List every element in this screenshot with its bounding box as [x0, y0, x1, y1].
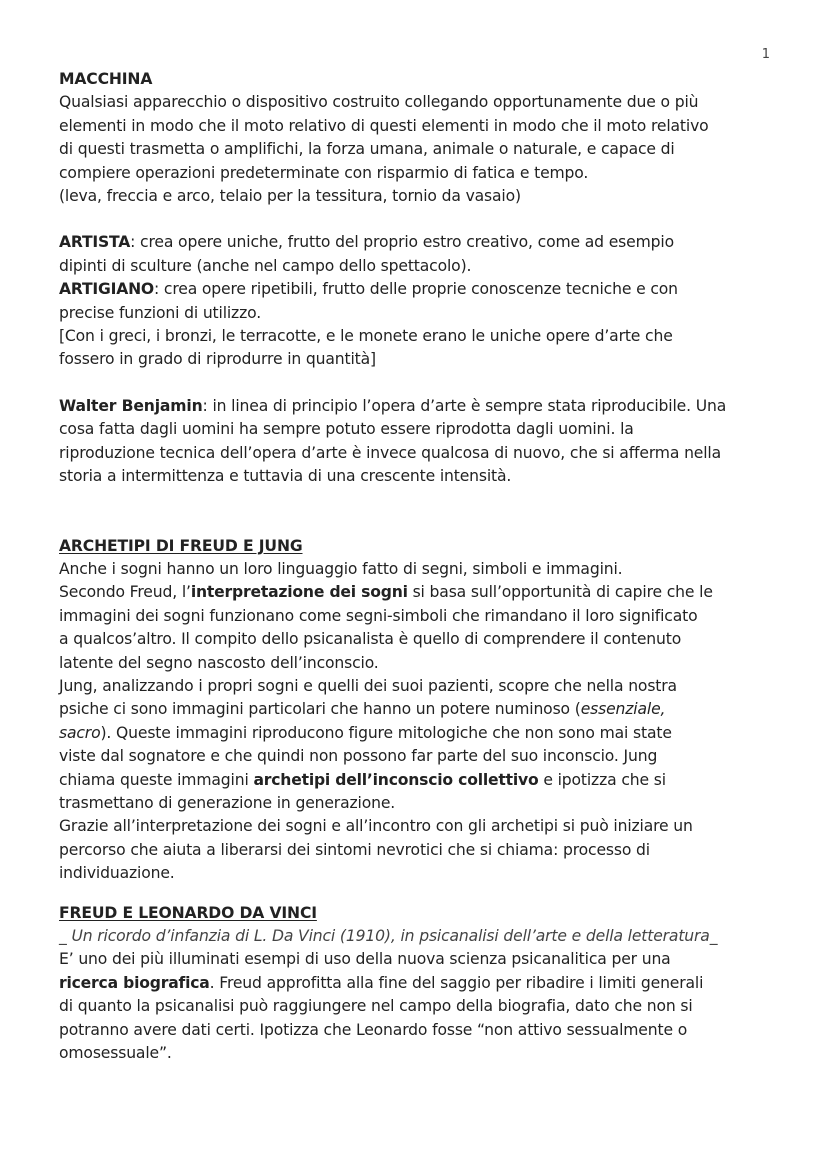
archetipi-line: Secondo Freud, l’interpretazione dei sogni si basa sull’opportunità di capire che le — [59, 583, 713, 602]
freud-leonardo-line: potranno avere dati certi. Ipotizza che Leonardo fosse “non attivo sessualmente o — [59, 1020, 688, 1039]
artista-term: ARTISTA — [59, 233, 131, 252]
section-macchina — [59, 68, 771, 208]
freud-leonardo-line: ricerca biografica. Freud approfitta alla fine del saggio per ribadire i limiti generali — [59, 973, 704, 992]
freud-leonardo-heading: FREUD E LEONARDO DA VINCI — [59, 903, 317, 922]
section-archetipi — [59, 535, 771, 886]
benjamin-line: cosa fatta dagli uomini ha sempre potuto essere riprodotta dagli uomini. la — [59, 420, 634, 439]
section-freud-leonardo — [59, 902, 771, 1066]
interpretazione-dei-sogni: interpretazione dei sogni — [190, 583, 408, 602]
archetipi-line: percorso che aiuta a liberarsi dei sintomi nevrotici che si chiama: processo di — [59, 840, 650, 859]
artigiano-line: precise funzioni di utilizzo. — [59, 303, 262, 322]
artigiano-line: ARTIGIANO: crea opere ripetibili, frutto delle proprie conoscenze tecniche e con — [59, 280, 678, 299]
archetipi-line: sacro). Queste immagini riproducono figure mitologiche che non sono mai state — [59, 723, 672, 742]
archetipi-inconscio-collettivo: archetipi dell’inconscio collettivo — [253, 770, 539, 789]
section-benjamin — [59, 395, 771, 489]
artigiano-line: [Con i greci, i bronzi, le terracotte, e le monete erano le uniche opere d’arte che — [59, 327, 673, 346]
archetipi-line: trasmettano di generazione in generazione. — [59, 793, 396, 812]
archetipi-line: latente del segno nascosto dell’inconscio. — [59, 653, 379, 672]
benjamin-line: riproduzione tecnica dell’opera d’arte è invece qualcosa di nuovo, che si afferma nella — [59, 443, 722, 462]
artista-line: ARTISTA: crea opere uniche, frutto del proprio estro creativo, come ad esempio — [59, 233, 674, 252]
artigiano-line: fossero in grado di riprodurre in quantità] — [59, 350, 376, 369]
archetipi-line: Anche i sogni hanno un loro linguaggio fatto di segni, simboli e immagini. — [59, 559, 623, 578]
benjamin-line: storia a intermittenza e tuttavia di una crescente intensità. — [59, 467, 512, 486]
artista-line: dipinti di sculture (anche nel campo dello spettacolo). — [59, 256, 472, 275]
benjamin-name: Walter Benjamin — [59, 396, 203, 415]
freud-leonardo-line: E’ uno dei più illuminati esempi di uso della nuova scienza psicanalitica per una — [59, 950, 671, 969]
archetipi-line: Jung, analizzando i propri sogni e quelli dei suoi pazienti, scopre che nella nostra — [59, 676, 677, 695]
freud-leonardo-line: di quanto la psicanalisi può raggiungere nel campo della biografia, dato che non si — [59, 997, 693, 1016]
archetipi-line: viste dal sognatore e che quindi non possono far parte del suo inconscio. Jung — [59, 747, 658, 766]
archetipi-line: immagini dei sogni funzionano come segni-simboli che rimandano il loro significato — [59, 606, 698, 625]
freud-leonardo-subtitle: _ Un ricordo d’infanzia di L. Da Vinci (1910), in psicanalisi dell’arte e della letteratura_ — [59, 927, 718, 945]
macchina-line: Qualsiasi apparecchio o dispositivo costruito collegando opportunamente due o più — [59, 93, 699, 112]
macchina-line: (leva, freccia e arco, telaio per la tessitura, tornio da vasaio) — [59, 187, 521, 206]
archetipi-line: Grazie all’interpretazione dei sogni e all’incontro con gli archetipi si può iniziare un — [59, 817, 693, 836]
benjamin-line: Walter Benjamin: in linea di principio l’opera d’arte è sempre stata riproducibile. Una — [59, 396, 727, 415]
archetipi-line: individuazione. — [59, 864, 175, 883]
artigiano-term: ARTIGIANO — [59, 280, 154, 299]
archetipi-line: chiama queste immagini archetipi dell’inconscio collettivo e ipotizza che si — [59, 770, 666, 789]
document-page — [59, 68, 771, 1065]
archetipi-line: psiche ci sono immagini particolari che hanno un potere numinoso (essenziale, — [59, 700, 666, 719]
ricerca-biografica: ricerca biografica — [59, 973, 210, 992]
section-artista-artigiano — [59, 231, 771, 371]
macchina-line: elementi in modo che il moto relativo di questi elementi in modo che il moto relativo — [59, 116, 709, 135]
page-number: 1 — [761, 47, 770, 62]
macchina-line: compiere operazioni predeterminate con risparmio di fatica e tempo. — [59, 163, 589, 182]
freud-leonardo-line: omosessuale”. — [59, 1044, 172, 1063]
archetipi-line: a qualcos’altro. Il compito dello psicanalista è quello di comprendere il contenuto — [59, 630, 682, 649]
macchina-title: MACCHINA — [59, 70, 153, 88]
macchina-line: di questi trasmetta o amplifichi, la forza umana, animale o naturale, e capace di — [59, 140, 675, 159]
archetipi-heading: ARCHETIPI DI FREUD E JUNG — [59, 536, 303, 555]
